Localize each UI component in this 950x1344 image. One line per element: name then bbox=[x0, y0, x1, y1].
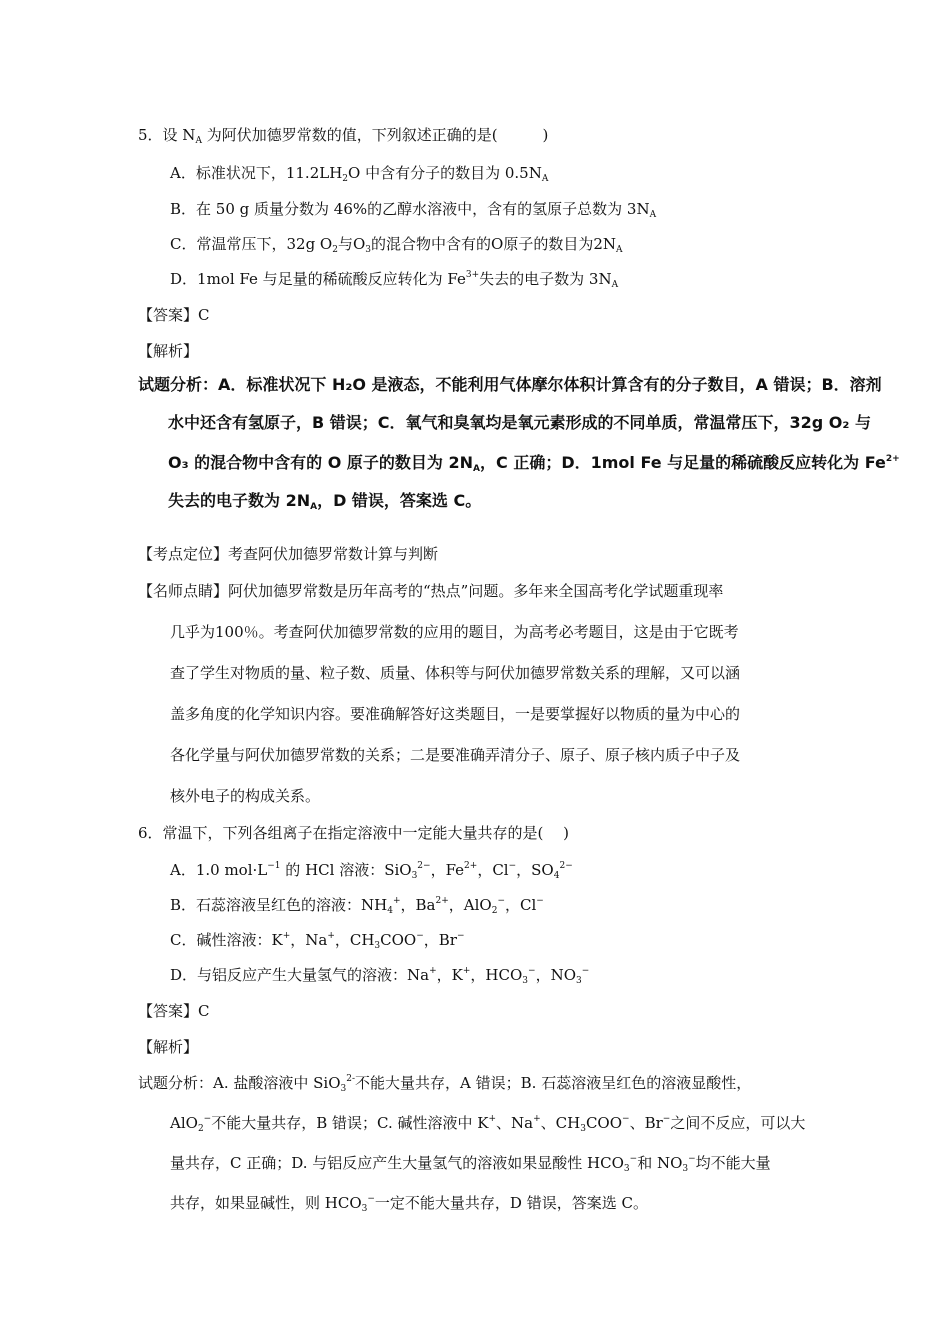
q6-option-b: B．石蕊溶液呈红色的溶液：$NH_4^+$，$Ba^{2+}$，AlO$_2$−，Cl− bbox=[170, 896, 544, 916]
q5-answer: 【答案】C bbox=[138, 306, 210, 324]
q5-mingshi-line-3: 查了学生对物质的量、粒子数、质量、体积等与阿伏加德罗常数关系的理解，又可以涵 bbox=[170, 664, 741, 682]
q5-analysis-line-4: 失去的电子数为 $2N_A$，D 错误，答案选 C。 bbox=[168, 491, 482, 512]
q5-mingshi-line-6: 核外电子的构成关系。 bbox=[170, 787, 321, 805]
q6-analysis-line-2: AlO$_2$−不能大量共存，B 错误；C. 碱性溶液中 K+、Na+、$CH_3COO^-$、Br−之间不反应，可以大 bbox=[170, 1114, 806, 1134]
q5-kaodian: 【考点定位】考查阿伏加德罗常数计算与判断 bbox=[138, 545, 439, 563]
q6-option-d: D．与铝反应产生大量氢气的溶液：Na+，K+，$HCO_3^-$，$NO_3^-$ bbox=[170, 966, 590, 986]
q6-stem: 6．常温下，下列各组离子在指定溶液中一定能大量共存的是( ) bbox=[138, 824, 570, 842]
q5-analysis-title: 【解析】 bbox=[138, 342, 199, 360]
q5-mingshi-line-2: 几乎为100％。考查阿伏加德罗常数的应用的题目，为高考必考题目，这是由于它既考 bbox=[170, 623, 739, 641]
q5-option-d: D．1mol Fe 与足量的稀硫酸反应转化为 $Fe^{3+}$失去的电子数为 $3N_A$ bbox=[170, 270, 619, 290]
q5-option-b: B．在 50 g 质量分数为 46%的乙醇水溶液中，含有的氢原子总数为 $3N_A$ bbox=[170, 200, 657, 220]
q5-mingshi-line-1: 【名师点睛】阿伏加德罗常数是历年高考的“热点”问题。多年来全国高考化学试题重现率 bbox=[138, 582, 724, 600]
q6-analysis-title: 【解析】 bbox=[138, 1038, 199, 1056]
q5-stem: 5．设 $N_A$ 为阿伏加德罗常数的值，下列叙述正确的是( ) bbox=[138, 126, 549, 146]
q5-analysis-line-3: O₃ 的混合物中含有的 O 原子的数目为 $2N_A$，C 正确；D．1mol Fe 与足量的稀硫酸反应转化为 $Fe^{2+}$ bbox=[168, 453, 900, 474]
q5-option-c: C．常温常压下，32g $O_2$与$O_3$的混合物中含有的O原子的数目为$2N_A$ bbox=[170, 235, 623, 255]
q5-analysis-line-1: 试题分析：A．标准状况下 H₂O 是液态，不能利用气体摩尔体积计算含有的分子数目，A 错误；B．溶剂 bbox=[138, 375, 882, 394]
q5-analysis-line-2: 水中还含有氢原子，B 错误；C．氧气和臭氧均是氧元素形成的不同单质，常温常压下，32g O₂ 与 bbox=[168, 413, 871, 432]
q5-option-a: A．标准状况下，$11.2LH_2O$ 中含有分子的数目为 $0.5N_A$ bbox=[170, 164, 549, 184]
q6-analysis-line-1: 试题分析：A. 盐酸溶液中 SiO$_3^{2-}$不能大量共存，A 错误；B. 石蕊溶液呈红色的溶液显酸性， bbox=[138, 1074, 752, 1094]
q6-option-c: C．碱性溶液：K+，Na+，$CH_3COO^-$，Br− bbox=[170, 931, 465, 951]
q6-answer: 【答案】C bbox=[138, 1002, 210, 1020]
q6-analysis-line-4: 共存，如果显碱性，则 $HCO_3^-$一定不能大量共存，D 错误，答案选 C。 bbox=[170, 1194, 648, 1214]
q5-mingshi-line-5: 各化学量与阿伏加德罗常数的关系；二是要准确弄清分子、原子、原子核内质子中子及 bbox=[170, 746, 741, 764]
q5-mingshi-line-4: 盖多角度的化学知识内容。要准确解答好这类题目，一是要掌握好以物质的量为中心的 bbox=[170, 705, 741, 723]
q6-analysis-line-3: 量共存，C 正确；D. 与铝反应产生大量氢气的溶液如果显酸性 $HCO_3^-$和 $NO_3^-$均不能大量 bbox=[170, 1154, 771, 1174]
q6-option-a: A．1.0 $mol\cdot L^{-1}$ 的 HCl 溶液：SiO$_3^{2-}$，$Fe^{2+}$，Cl−，$SO_4^{2-}$ bbox=[170, 861, 573, 881]
